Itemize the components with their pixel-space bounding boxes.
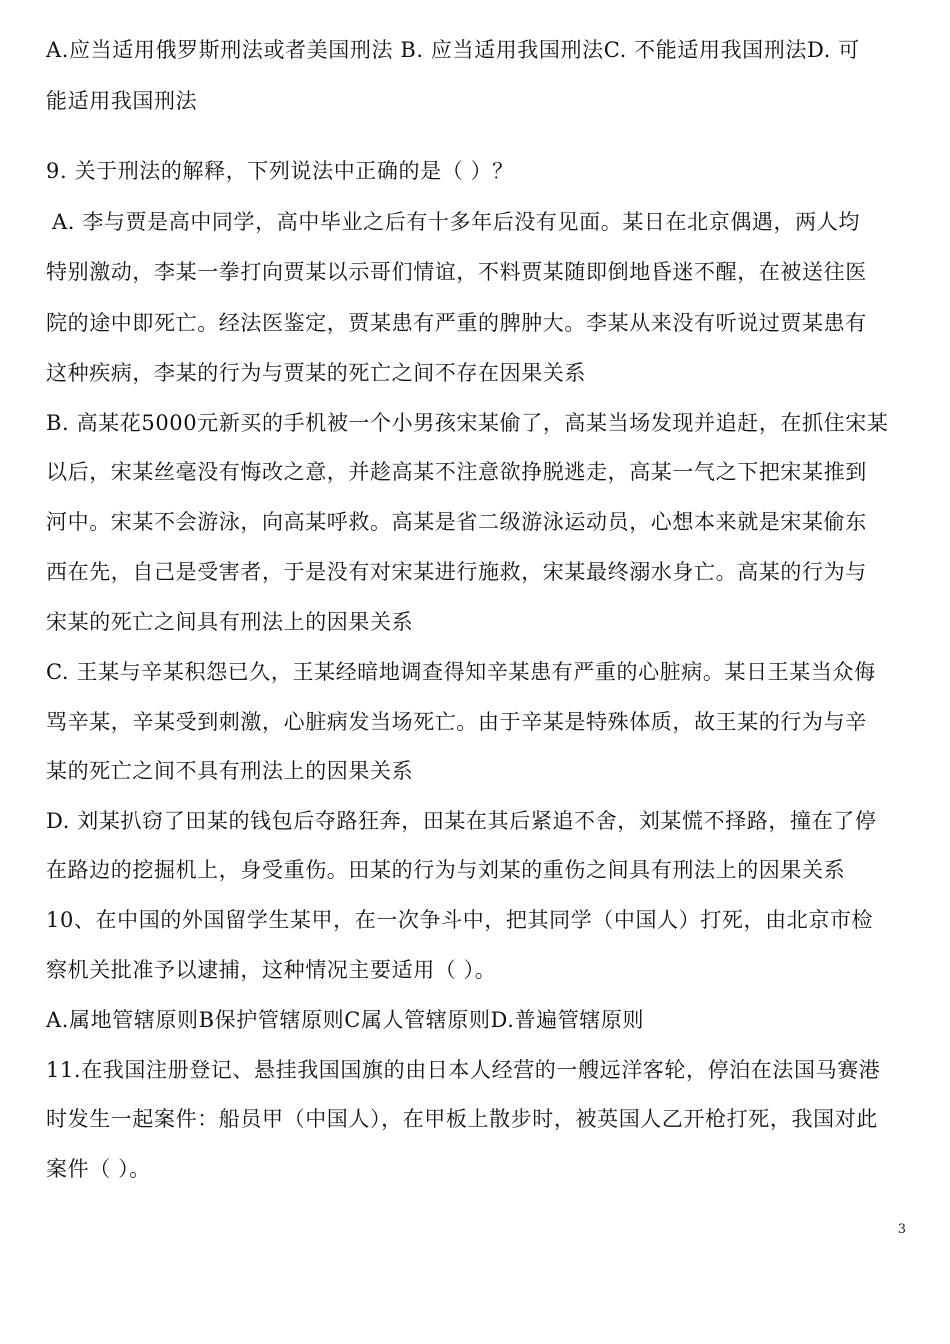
text-line: 河中。宋某不会游泳，向高某呼救。高某是省二级游泳运动员，心想本来就是宋某偷东 <box>46 510 867 534</box>
text-line: 这种疾病，李某的行为与贾某的死亡之间不存在因果关系 <box>46 361 586 385</box>
question-10-stem: 10、在中国的外国留学生某甲，在一次争斗中，把其同学（中国人）打死，由北京市检 <box>46 908 874 932</box>
option-d-line: D. 刘某扒窃了田某的钱包后夺路狂奔，田某在其后紧追不舍，刘某慌不择路，撞在了停 <box>46 809 877 833</box>
text-line: 院的途中即死亡。经法医鉴定，贾某患有严重的脾肿大。李某从来没有听说过贾某患有 <box>46 311 867 335</box>
text-line: 特别激动，李某一拳打向贾某以示哥们情谊，不料贾某随即倒地昏迷不醒，在被送往医 <box>46 260 867 284</box>
page-number: 3 <box>897 1222 906 1237</box>
question-10-options: A.属地管辖原则B保护管辖原则C属人管辖原则D.普遍管辖原则 <box>46 1008 645 1032</box>
option-b-line: B. 高某花5000元新买的手机被一个小男孩宋某偷了，高某当场发现并追赶，在抓住宋某 <box>46 411 889 435</box>
text-line: A.应当适用俄罗斯刑法或者美国刑法 B. 应当适用我国刑法C. 不能适用我国刑法D. 可 <box>46 38 860 62</box>
text-line: 某的死亡之间不具有刑法上的因果关系 <box>46 759 414 783</box>
text-line: 察机关批准予以逮捕，这种情况主要适用（ ）。 <box>46 958 497 982</box>
text-line: 在路边的挖掘机上，身受重伤。田某的行为与刘某的重伤之间具有刑法上的因果关系 <box>46 858 846 882</box>
text-line: 能适用我国刑法 <box>46 89 198 113</box>
text-line: 骂辛某，辛某受到刺激，心脏病发当场死亡。由于辛某是特殊体质，故王某的行为与辛 <box>46 710 867 734</box>
option-a-line: A. 李与贾是高中同学，高中毕业之后有十多年后没有见面。某日在北京偶遇，两人均 <box>52 210 860 234</box>
text-line: 以后，宋某丝毫没有悔改之意，并趁高某不注意欲挣脱逃走，高某一气之下把宋某推到 <box>46 460 867 484</box>
option-c-line: C. 王某与辛某积怨已久，王某经暗地调查得知辛某患有严重的心脏病。某日王某当众侮 <box>46 660 876 684</box>
text-line: 西在先，自己是受害者，于是没有对宋某进行施救，宋某最终溺水身亡。高某的行为与 <box>46 560 867 584</box>
text-line: 案件（ ）。 <box>46 1157 151 1181</box>
text-line: 宋某的死亡之间具有刑法上的因果关系 <box>46 610 414 634</box>
question-11-stem: 11.在我国注册登记、悬挂我国国旗的由日本人经营的一艘远洋客轮，停泊在法国马赛港 <box>46 1058 881 1082</box>
text-line: 时发生一起案件：船员甲（中国人），在甲板上散步时，被英国人乙开枪打死，我国对此 <box>46 1107 878 1131</box>
question-9-stem: 9. 关于刑法的解释，下列说法中正确的是（ ）？ <box>46 159 514 183</box>
